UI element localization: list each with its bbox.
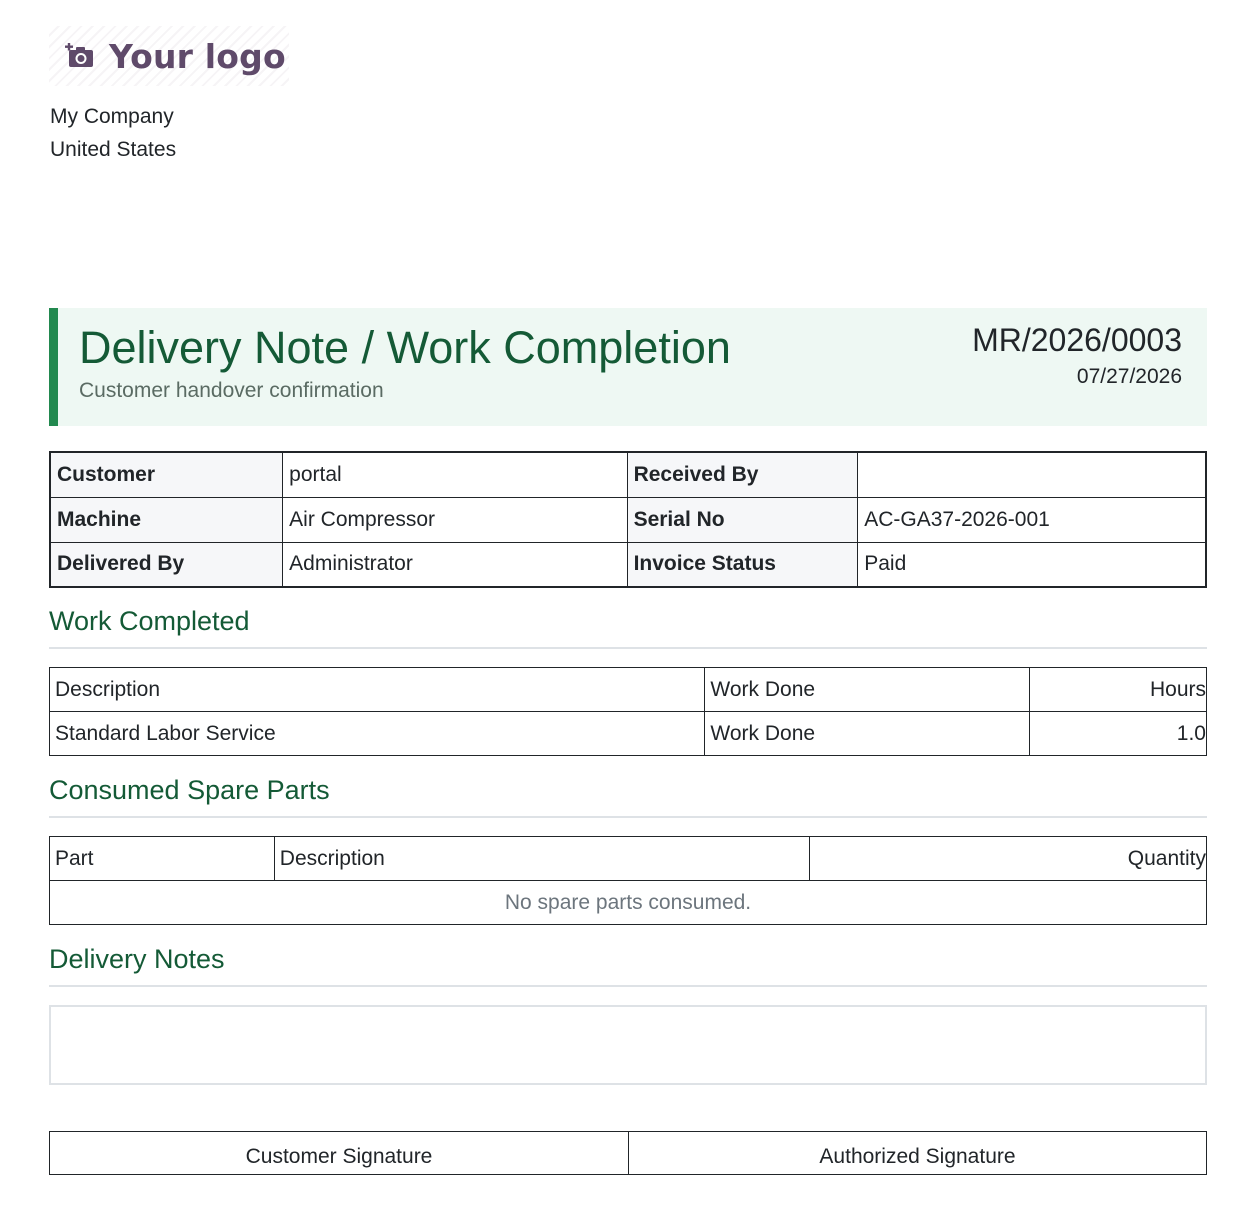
column-header-hours: Hours: [1030, 668, 1207, 712]
document-reference: MR/2026/0003: [972, 322, 1182, 358]
column-header-part: Part: [50, 837, 275, 881]
logo-text: Your logo: [109, 36, 286, 76]
serial-value: AC-GA37-2026-001: [858, 497, 1206, 542]
empty-parts-message: No spare parts consumed.: [50, 881, 1207, 925]
signature-table: [49, 1131, 1207, 1175]
spare-parts-heading: Consumed Spare Parts: [49, 775, 1207, 818]
delivery-notes-box: [49, 1005, 1207, 1085]
invoice-status-label: Invoice Status: [627, 542, 858, 587]
company-address: [50, 100, 176, 166]
work-completed-table: [49, 667, 1207, 756]
document-subtitle: Customer handover confirmation: [79, 379, 384, 402]
camera-add-icon: [65, 43, 95, 69]
work-description: Standard Labor Service: [50, 712, 705, 756]
document-header-banner: [49, 308, 1207, 426]
work-done: Work Done: [705, 712, 1030, 756]
authorized-signature: Authorized Signature: [629, 1132, 1207, 1175]
column-header-quantity: Quantity: [810, 837, 1207, 881]
table-header-row: [50, 837, 1207, 881]
table-row: [50, 881, 1207, 925]
info-row: [50, 452, 1206, 497]
document-date: 07/27/2026: [1076, 365, 1182, 388]
signature-row: [50, 1132, 1207, 1175]
machine-label: Machine: [50, 497, 283, 542]
invoice-status-value: Paid: [858, 542, 1206, 587]
customer-label: Customer: [50, 452, 283, 497]
customer-value: portal: [283, 452, 627, 497]
table-header-row: [50, 668, 1207, 712]
company-logo: [49, 26, 289, 86]
info-row: [50, 497, 1206, 542]
work-completed-heading: Work Completed: [49, 606, 1207, 649]
machine-value: Air Compressor: [283, 497, 627, 542]
delivered-by-label: Delivered By: [50, 542, 283, 587]
delivered-by-value: Administrator: [283, 542, 627, 587]
table-row: [50, 712, 1207, 756]
delivery-info-table: [49, 451, 1207, 588]
serial-label: Serial No: [627, 497, 858, 542]
work-hours: 1.0: [1030, 712, 1207, 756]
spare-parts-table: [49, 836, 1207, 925]
column-header-description: Description: [274, 837, 810, 881]
company-name: My Company: [50, 105, 174, 128]
column-header-description: Description: [50, 668, 705, 712]
document-title: Delivery Note / Work Completion: [79, 322, 731, 373]
received-by-label: Received By: [627, 452, 858, 497]
received-by-value: [858, 452, 1206, 497]
customer-signature: Customer Signature: [50, 1132, 629, 1175]
info-row: [50, 542, 1206, 587]
column-header-work-done: Work Done: [705, 668, 1030, 712]
company-country: United States: [50, 138, 177, 161]
delivery-notes-heading: Delivery Notes: [49, 944, 1207, 987]
